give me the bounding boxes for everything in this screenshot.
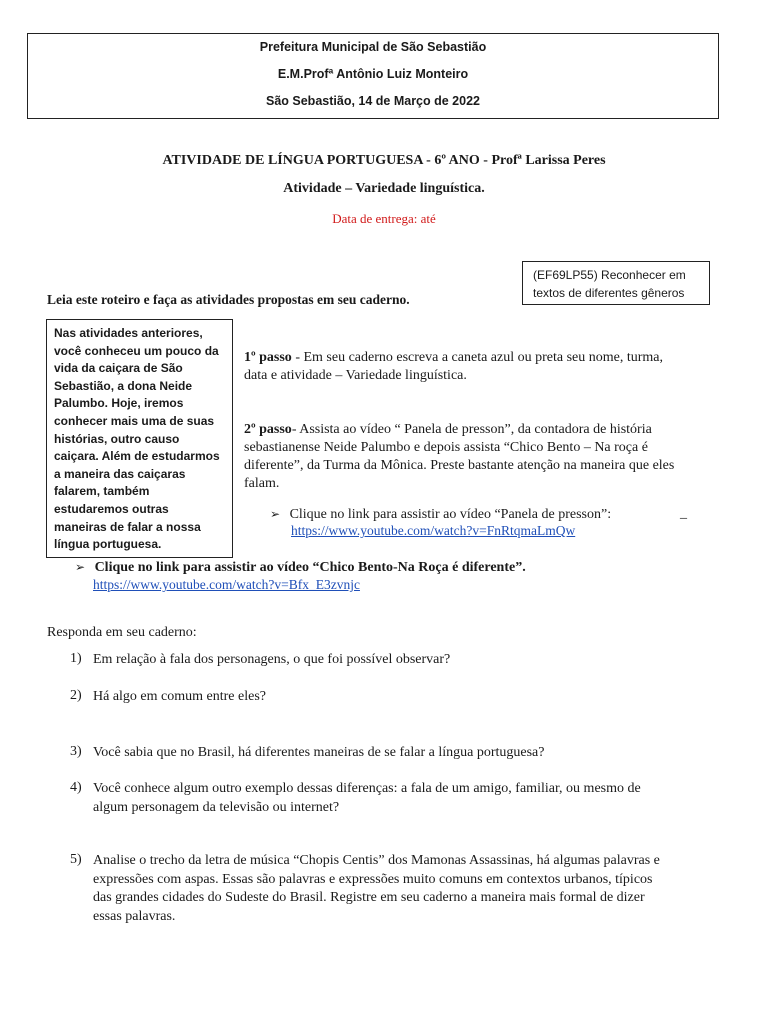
- step-1-label: 1º passo: [244, 350, 292, 365]
- question-5: [93, 852, 723, 926]
- step-2-text-2: sebastianense Neide Palumbo e depois assista “Chico Bento – Na roça é: [244, 440, 648, 455]
- question-4-line: Você conhece algum outro exemplo dessas diferenças: a fala de um amigo, familiar, ou mesmo de: [93, 781, 641, 796]
- question-1: [93, 651, 723, 670]
- lead-instruction: Leia este roteiro e faça as atividades propostas em seu caderno.: [47, 292, 410, 307]
- answer-intro: Responda em seu caderno:: [47, 625, 197, 640]
- step-1-text-2: data e atividade – Variedade linguística.: [244, 368, 467, 383]
- video-link-1-url[interactable]: https://www.youtube.com/watch?v=FnRtqmaLmQw: [291, 523, 576, 538]
- school-header-box: [27, 33, 719, 119]
- skill-box: [522, 261, 710, 305]
- question-3: [93, 744, 723, 763]
- step-2: [244, 421, 734, 493]
- header-school: E.M.Profª Antônio Luiz Monteiro: [277, 67, 469, 81]
- question-5-line: das grandes cidades do Sudeste do Brasil. Registre em seu caderno a maneira mais formal de dizer: [93, 890, 645, 905]
- side-note-line: conhecer mais uma de suas: [54, 413, 215, 428]
- video-link-2-url[interactable]: https://www.youtube.com/watch?v=Bfx_E3zvnjc: [93, 577, 360, 592]
- question-2-number: 2): [70, 688, 82, 703]
- side-note-line: maneiras de falar a nossa: [54, 519, 201, 534]
- question-5-line: expressões com aspas. Essas são palavras e expressões muito comuns em contextos urbanos, típicos: [93, 871, 653, 887]
- arrow-bullet-icon: ➢: [270, 507, 281, 521]
- side-note-line: vida da caiçara de São: [54, 361, 183, 376]
- activity-title: ATIVIDADE DE LÍNGUA PORTUGUESA - 6º ANO - Profª Larissa Peres: [162, 153, 606, 168]
- arrow-bullet-icon: ➢: [75, 560, 86, 574]
- side-note-line: você conheceu um pouco da: [54, 343, 219, 358]
- question-5-number: 5): [70, 852, 82, 867]
- question-5-line: essas palavras.: [93, 908, 176, 924]
- question-4-line: algum personagem da televisão ou internet?: [93, 799, 340, 815]
- side-note-line: histórias, outro causo: [54, 431, 180, 446]
- step-2-text-4: falam.: [244, 476, 280, 491]
- step-2-text: - Assista ao vídeo “ Panela de presson”, da contadora de história: [291, 422, 652, 437]
- header-date: São Sebastião, 14 de Março de 2022: [266, 94, 480, 108]
- trailing-underscore: _: [680, 506, 687, 521]
- side-note-line: Palumbo. Hoje, iremos: [54, 396, 184, 411]
- side-note-line: caiçara. Além de estudarmos: [54, 449, 220, 464]
- side-note-line: falarem, também: [54, 484, 150, 499]
- question-3-number: 3): [70, 744, 82, 759]
- video-link-2-text: Clique no link para assistir ao vídeo “Chico Bento-Na Roça é diferente”.: [94, 560, 526, 575]
- side-note-box: [46, 319, 233, 558]
- question-4: [93, 780, 723, 817]
- question-3-line: Você sabia que no Brasil, há diferentes maneiras de se falar a língua portuguesa?: [93, 745, 545, 760]
- skill-line-1: (EF69LP55) Reconhecer em: [533, 268, 686, 282]
- video-link-2: [75, 558, 735, 577]
- question-4-number: 4): [70, 780, 82, 795]
- step-1-text: - Em seu caderno escreva a caneta azul ou preta seu nome, turma,: [291, 350, 664, 365]
- question-1-line: Em relação à fala dos personagens, o que foi possível observar?: [93, 652, 451, 667]
- side-note-line: a maneira das caiçaras: [54, 466, 186, 481]
- question-5-line: Analise o trecho da letra de música “Chopis Centis” dos Mamonas Assassinas, há algumas palavras e: [93, 853, 660, 868]
- side-note-line: Nas atividades anteriores,: [54, 326, 203, 340]
- activity-subtitle: Atividade – Variedade linguística.: [283, 181, 485, 196]
- skill-line-2: textos de diferentes gêneros: [533, 286, 685, 300]
- question-1-number: 1): [70, 651, 82, 666]
- step-2-label: 2º passo: [244, 422, 292, 437]
- step-1: [244, 349, 724, 385]
- step-2-text-3: diferente”, da Turma da Mônica. Preste bastante atenção na maneira que eles: [244, 458, 675, 473]
- question-2-line: Há algo em comum entre eles?: [93, 689, 266, 704]
- header-prefeitura: Prefeitura Municipal de São Sebastião: [259, 40, 487, 54]
- side-note-line: estudaremos outras: [54, 501, 169, 516]
- question-2: [93, 688, 723, 707]
- video-link-1: [270, 505, 730, 524]
- due-date: Data de entrega: até: [332, 211, 436, 226]
- video-link-1-text: Clique no link para assistir ao vídeo “Panela de presson”:: [289, 507, 612, 522]
- side-note-line: língua portuguesa.: [54, 537, 162, 552]
- side-note-line: Sebastião, a dona Neide: [54, 378, 193, 393]
